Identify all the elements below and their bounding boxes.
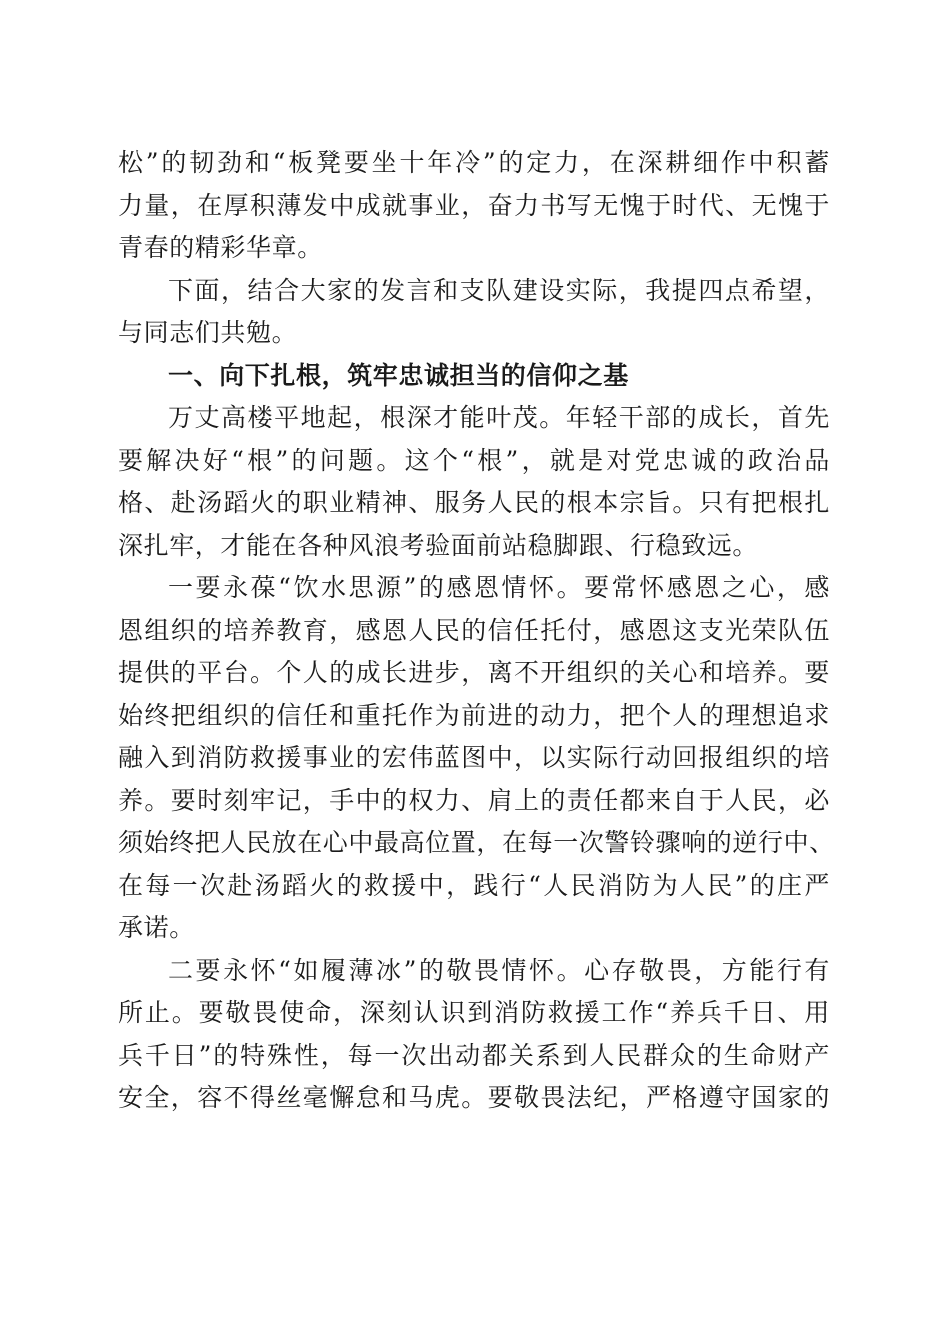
text-line: 始终把组织的信任和重托作为前进的动力，把个人的理想追求: [118, 700, 830, 730]
text-line: 承诺。: [118, 913, 195, 942]
text-line: 在每一次赴汤蹈火的救援中，践行“人民消防为人民”的庄严: [118, 870, 830, 900]
heading-text: 一、向下扎根，筑牢忠诚担当的信仰之基: [168, 360, 629, 390]
text-line: 养。要时刻牢记，手中的权力、肩上的责任都来自于人民，必: [118, 785, 830, 815]
text-line: 格、赴汤蹈火的职业精神、服务人民的根本宗旨。只有把根扎: [118, 488, 830, 517]
text-line: 万丈高楼平地起，根深才能叶茂。年轻干部的成长，首先: [168, 403, 830, 432]
text-line: 与同志们共勉。: [118, 318, 298, 347]
paragraph-intro: [118, 270, 830, 355]
text-line: 松”的韧劲和“板凳要坐十年冷”的定力，在深耕细作中积蓄: [118, 148, 830, 177]
paragraph-reverence: [118, 950, 830, 1120]
text-line: 力量，在厚积薄发中成就事业，奋力书写无愧于时代、无愧于: [118, 190, 830, 220]
text-line: 一要永葆“饮水思源”的感恩情怀。要常怀感恩之心，感: [168, 573, 830, 602]
text-line: 深扎牢，才能在各种风浪考验面前站稳脚跟、行稳致远。: [118, 530, 759, 560]
text-line: 融入到消防救援事业的宏伟蓝图中，以实际行动回报组织的培: [118, 743, 830, 772]
text-line: 安全，容不得丝毫懈怠和马虎。要敬畏法纪，严格遵守国家的: [118, 1083, 830, 1112]
text-line: 二要永怀“如履薄冰”的敬畏情怀。心存敬畏，方能行有: [168, 955, 830, 985]
paragraph-root: [118, 397, 830, 567]
text-line: 所止。要敬畏使命，深刻认识到消防救援工作“养兵千日、用: [118, 998, 830, 1027]
paragraph-gratitude: [118, 567, 835, 950]
text-line: 提供的平台。个人的成长进步，离不开组织的关心和培养。要: [118, 658, 830, 687]
text-line: 下面，结合大家的发言和支队建设实际，我提四点希望，: [168, 275, 830, 305]
text-line: 要解决好“根”的问题。这个“根”，就是对党忠诚的政治品: [118, 445, 830, 475]
text-line: 恩组织的培养教育，感恩人民的信任托付，感恩这支光荣队伍: [118, 615, 830, 645]
text-line: 须始终把人民放在心中最高位置，在每一次警铃骤响的逆行中、: [118, 828, 835, 857]
paragraph-continuation: [118, 142, 830, 270]
section-heading: [118, 355, 830, 398]
document-body: [118, 142, 835, 1120]
text-line: 兵千日”的特殊性，每一次出动都关系到人民群众的生命财产: [118, 1040, 830, 1070]
text-line: 青春的精彩华章。: [118, 233, 323, 262]
